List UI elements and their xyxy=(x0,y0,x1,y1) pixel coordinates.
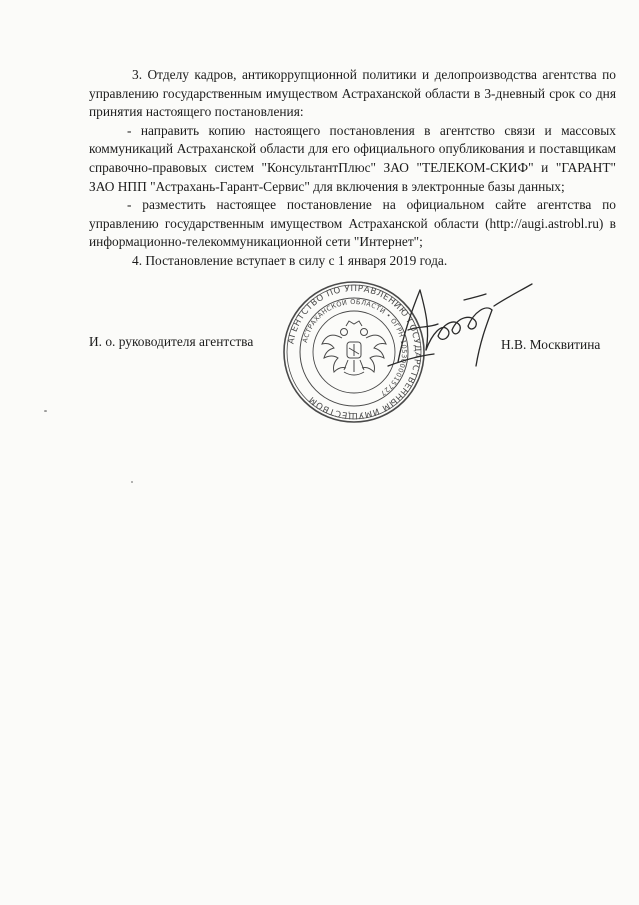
signer-title: И. о. руководителя агентства xyxy=(89,334,254,349)
paragraph-clause-3-item-2: - разместить настоящее постановление на официальном сайте агентства по управлению государственным имуществом Астраханской области (http://augi.astrobl.ru) в информационно-телекоммуникационной сети "Интернет"; xyxy=(89,197,616,250)
paragraph-clause-3-item-1: - направить копию настоящего постановления в агентство связи и массовых коммуникаций Астраханской области для его официального опубликования и поставщикам справочно-правовых систем "КонсультантПлюс" ЗАО "ТЕЛЕКОМ-СКИФ" и "ГАРАНТ" ЗАО НПП "Астрахань-Гарант-Сервис" для включения в электронные базы данных; xyxy=(89,122,616,194)
scan-speck xyxy=(44,410,47,412)
paragraph-clause-4: 4. Постановление вступает в силу с 1 января 2019 года. xyxy=(132,252,448,268)
seal-outer-text: АГЕНТСТВО ПО УПРАВЛЕНИЮ ГОСУДАРСТВЕННЫМ ИМУЩЕСТВОМ xyxy=(286,283,423,421)
document-body xyxy=(89,66,616,271)
seal-inner-text: АСТРАХАНСКОЙ ОБЛАСТИ • ОГРН 1053000015727 xyxy=(300,297,409,398)
handwritten-signature xyxy=(368,270,538,380)
scan-speck xyxy=(131,481,133,483)
paragraph-clause-3: 3. Отделу кадров, антикоррупционной политики и делопроизводства агентства по управлению государственным имуществом Астраханской области в 3-дневный срок со дня принятия настоящего постановления: xyxy=(89,67,616,120)
signer-name: Н.В. Москвитина xyxy=(501,337,601,352)
